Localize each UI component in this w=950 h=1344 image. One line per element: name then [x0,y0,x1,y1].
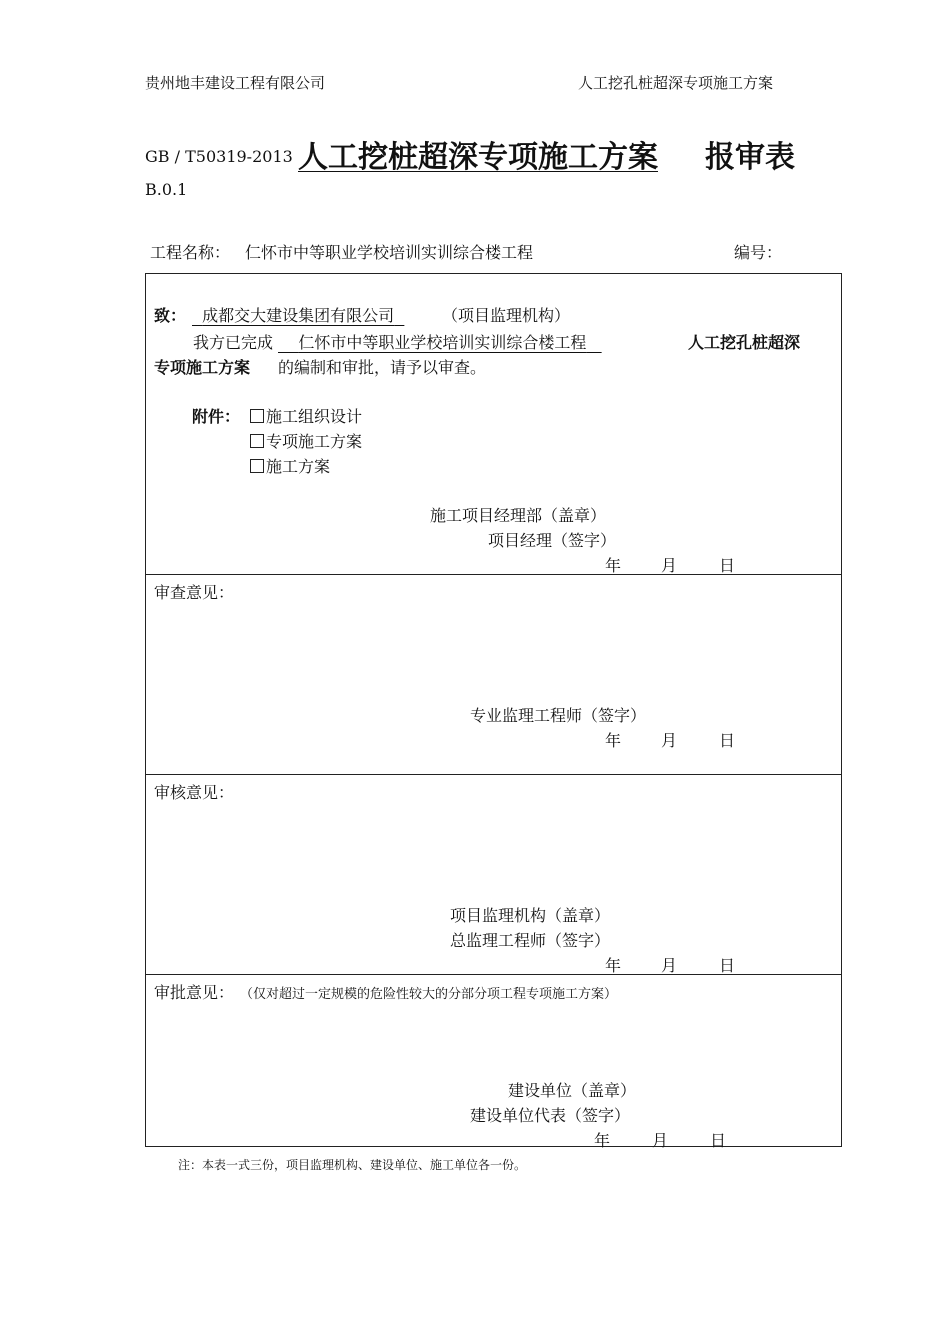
date-month: 月 [661,956,678,975]
checkbox[interactable] [250,459,264,473]
date-year: 年 [605,956,622,975]
completion-request-text: 的编制和审批，请予以审查。 [278,358,487,377]
date-day: 日 [719,731,736,750]
checkbox[interactable] [250,434,264,448]
supervising-engineer-sign-label: 专业监理工程师（签字） [470,706,647,725]
date-month: 月 [661,556,678,575]
header-company: 贵州地丰建设工程有限公司 [145,74,326,92]
completion-prefix: 我方已完成 [193,333,274,352]
approval-scope-note: （仅对超过一定规模的危险性较大的分部分项工程专项施工方案） [240,987,618,1002]
row-divider-3 [145,974,842,975]
row-divider-1 [145,574,842,575]
form-number: B.0.1 [145,180,188,199]
to-organization-suffix: （项目监理机构） [442,306,571,325]
form-title-main: 人工挖桩超深专项施工方案 [298,140,658,175]
date-day: 日 [710,1131,727,1150]
supervision-org-seal-label: 项目监理机构（盖章） [450,906,611,925]
date-year: 年 [605,731,622,750]
review-opinion-label: 审查意见： [154,583,235,602]
project-name-label: 工程名称： [150,243,231,262]
owner-representative-sign-label: 建设单位代表（签字） [470,1106,631,1125]
project-name: 仁怀市中等职业学校培训实训综合楼工程 [245,243,534,262]
serial-number-label: 编号： [734,243,783,262]
completion-plan-title-2: 专项施工方案 [154,358,251,377]
attachment-option-1[interactable]: 施工组织设计 [250,404,362,427]
date-month: 月 [652,1131,669,1150]
checkbox[interactable] [250,409,264,423]
completion-plan-title-1: 人工挖孔桩超深 [688,333,801,352]
owner-seal-label: 建设单位（盖章） [508,1081,637,1100]
date-year: 年 [605,556,622,575]
date-month: 月 [661,731,678,750]
standard-code: GB / T50319-2013 [145,147,293,166]
project-manager-sign-label: 项目经理（签字） [488,531,617,550]
to-label: 致： [154,306,187,325]
audit-opinion-label: 审核意见： [154,783,235,802]
footnote: 注：本表一式三份，项目监理机构、建设单位、施工单位各一份。 [178,1158,527,1172]
to-organization: 成都交大建设集团有限公司 [202,306,395,325]
attachments-label: 附件： [192,407,241,426]
header-doc-title: 人工挖孔桩超深专项施工方案 [578,74,774,92]
form-title-suffix: 报审表 [705,140,795,175]
date-year: 年 [594,1131,611,1150]
date-day: 日 [719,556,736,575]
completion-project: 仁怀市中等职业学校培训实训综合楼工程 [298,333,587,352]
chief-engineer-sign-label: 总监理工程师（签字） [450,931,611,950]
date-day: 日 [719,956,736,975]
attachment-option-3[interactable]: 施工方案 [250,454,330,477]
approval-opinion-label: 审批意见： [154,983,235,1002]
attachment-option-2[interactable]: 专项施工方案 [250,429,362,452]
contractor-seal-label: 施工项目经理部（盖章） [430,506,607,525]
row-divider-2 [145,774,842,775]
